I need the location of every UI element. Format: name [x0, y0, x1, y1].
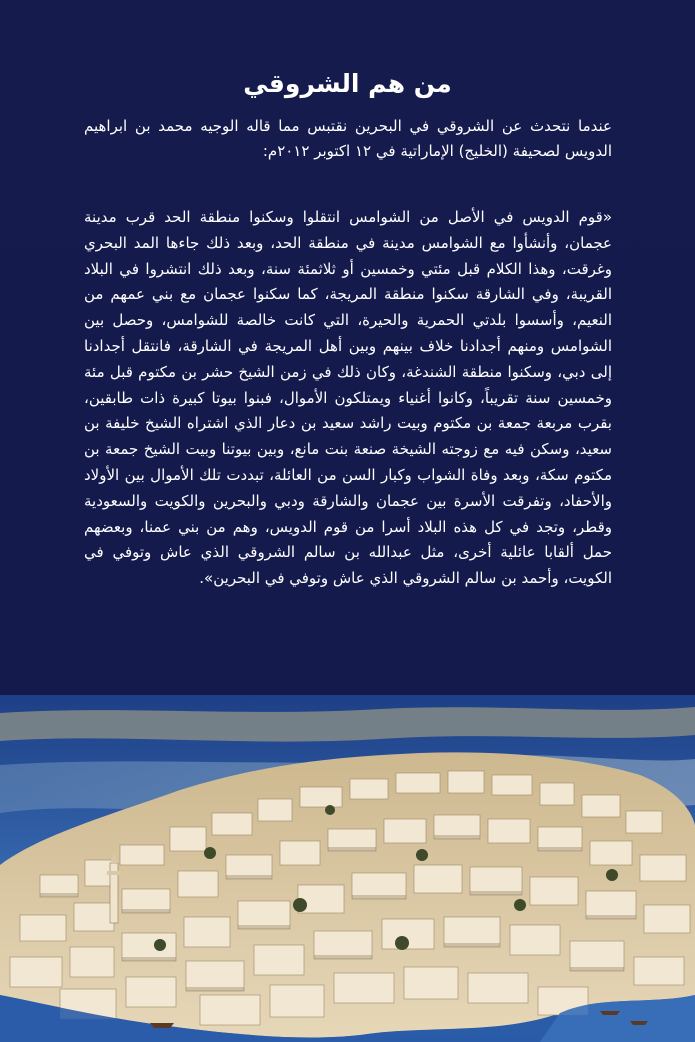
quote-paragraph: «قوم الدويس في الأصل من الشوامس انتقلوا وسكنوا منطقة الحد قرب مدينة عجمان، وأنشأوا مع الشوامس مدينة في منطقة الحد، وبعد ذلك جاءها المد البحري وغرقت، وهذا الكلام قبل مئتي وخمسين أو ثلاثمئة سنة، وبعد ذلك انتشروا في البلاد القريبة، وفي الشارقة سكنوا منطقة المريجة، كما سكنوا عجمان مع بني عمهم من النعيم، وأسسوا بلدتي الحمرية والحيرة، التي كانت خالصة للشوامس، وحصل بين الشوامس ومنهم أجدادنا خلاف بينهم وبين أهل المريجة في الشارقة، فانتقل أجدادنا إلى دبي، وسكنوا منطقة الشندغة، وكان ذلك في زمن الشيخ حشر بن مكتوم قبل مئة وخمسين سنة تقريباً، وكانوا أغنياء ويمتلكون الأموال، فبنوا بيوتا كبيرة ذات طابقين، بقرب مربعة جمعة بن مكتوم وبيت راشد سعيد بن دعار الذي اشتراه الشيخ خليفة بن سعيد، وسكن فيه مع زوجته الشيخة صنعة بنت مانع، وبين بيوتنا وبيت الشيخ جمعة بن مكتوم سكة، وبعد وفاة الشواب وكبار السن من العائلة، تبددت تلك الأموال بين الأولاد والأحفاد، وتفرقت الأسرة بين عجمان والشارقة ودبي والبحرين والكويت والسعودية وقطر، وتجد في كل هذه البلاد أسرا من قوم الدويس، وهم من بني عمنا، وبعضهم حمل ألقابا عائلية أخرى، مثل عبدالله بن سالم الشروقي الذي عاش وتوفي في الكويت، وأحمد بن سالم الشروقي الذي عاش وتوفي في البحرين». — [84, 208, 612, 588]
aerial-town-photo — [0, 695, 695, 1042]
intro-paragraph: عندما نتحدث عن الشروقي في البحرين نقتبس مما قاله الوجيه محمد بن ابراهيم الدويس لصحيفة (الخليج) الإماراتية في ١٢ اكتوبر ٢٠١٢م: — [84, 117, 612, 161]
horizon-land — [0, 707, 695, 742]
page-title: من هم الشروقي — [243, 69, 452, 98]
aerial-town-illustration — [0, 695, 695, 1042]
